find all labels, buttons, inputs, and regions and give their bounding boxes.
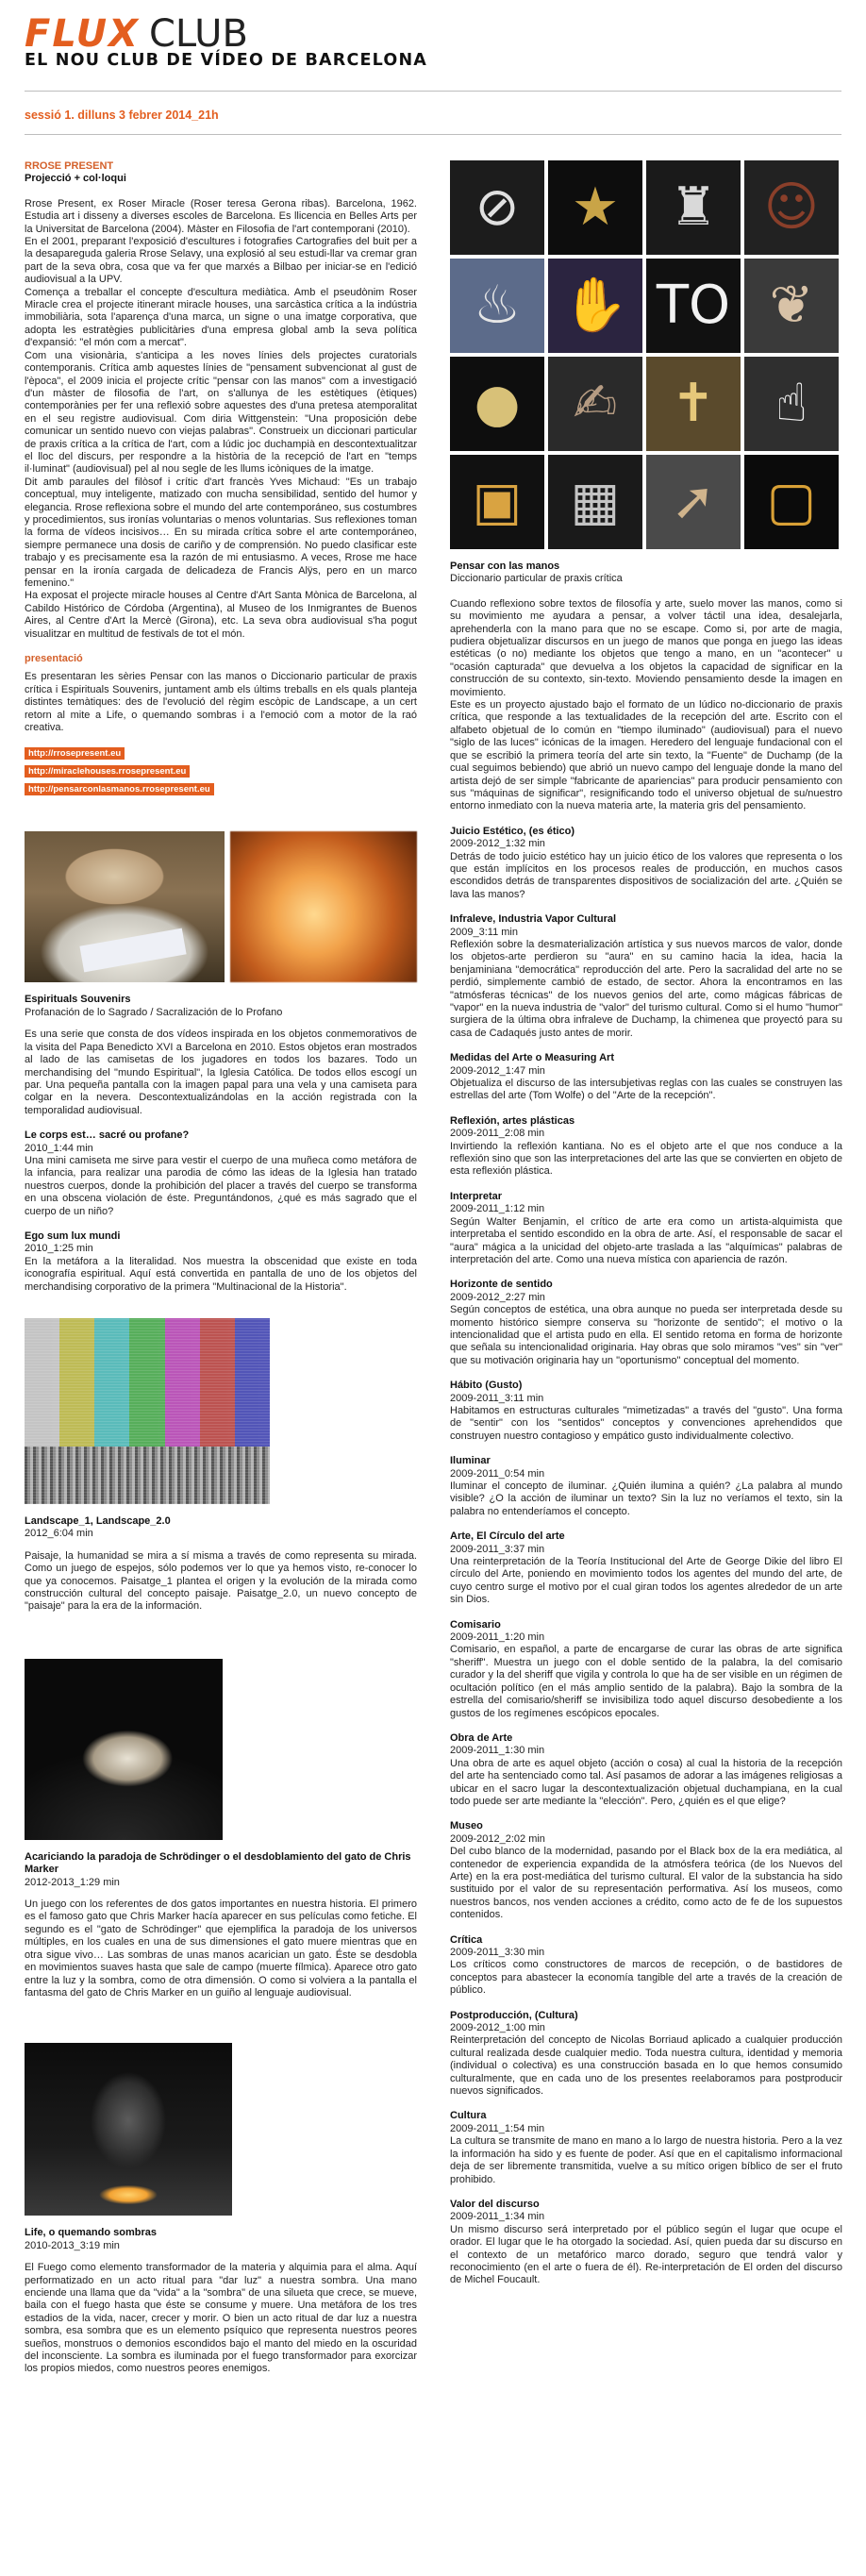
entry-date: 2009-2011_0:54 min — [450, 1467, 545, 1480]
series-intro-paragraph: Este es un proyecto ajustado bajo el formato de un lúdico no-diccionario de praxis crítica, que responde a las textualidades de la recepción del arte. Escrito con el alfabeto objetual de lo común en "tiempo iluminado" (audiovisual) para el nuevo "siglo de las luces" icónicas de la imagen. Heredero del lenguaje fundacional con el que se escribió la primera teoría del arte sin texto, la "Fuente" de Duchamp (de la cual seguimos bebiendo) que abrió un nuevo campo del lenguaje donde la mano del artista dejó de ser simple "fabricante de apariencias" para producir pensamiento con sus "máquinas de significar", resignificando todo el universo objetual de su/nuestro entorno inmediato con la nueva materia arte, la materia gris del pensamiento. — [450, 699, 842, 812]
header-divider-bottom — [25, 134, 841, 135]
dictionary-entry — [450, 1531, 842, 1606]
entry-title: Juicio Estético, (es ético) — [450, 825, 575, 837]
entry-description: Reinterpretación del concepto de Nicolas Borriaud aplicado a cualquier producción cultural realizada desde cualquier medio. Toda nuestra cultura, identidad y memoria (individual o colectiva) es una construcción basada en lo que hemos consumido culturalmente, que en cada uno de los presentes reelaboramos para postproducir nuevos significados. — [450, 2034, 842, 2098]
work-description: Paisaje, la humanidad se mira a sí misma a través de como representa su mirada. Como un juego de espejos, sólo podemos ver lo que ya hemos visto, re-conocer lo que ya conocemos. Paisatge_1 plantea el origen y la evolución de la mirada como construcción cultural del concepto paisaje. Paisatge_2.0, un nuevo concepto de "paisaje" para la era de la información. — [25, 1549, 417, 1613]
lighthouse-icon: ♜ — [669, 176, 718, 238]
dictionary-entry — [450, 1455, 842, 1518]
entry-description: Objetualiza el discurso de las intersubjetivas reglas con las cuales se construyen las estrellas del arte (Tom Wolfe) o del "Arte de la recepción". — [450, 1078, 842, 1102]
site-header — [25, 12, 428, 70]
doll-souvenir-image — [25, 831, 225, 982]
dictionary-entry — [450, 1052, 842, 1103]
entry-description: Habitamos en estructuras culturales "mimetizadas" a través del "gusto". Una forma de "sentir" con los "sentidos" conceptos y convenciones aprehendidos que construyen nuestro contagioso y empático gusto individualmente colectivo. — [450, 1404, 842, 1442]
dictionary-entry — [450, 1115, 842, 1179]
entry-date: 2009_3:11 min — [450, 926, 518, 938]
links-list — [25, 747, 417, 795]
entry-description: Los críticos como constructores de marcos de recepción, o de bastidores de conceptos para abastecer la economía tangible del arte a través de la creación de público. — [450, 1959, 842, 1997]
entry-date: 2009-2011_1:54 min — [450, 2122, 545, 2134]
work-date: 2010_1:25 min — [25, 1243, 93, 1255]
ball-thumbnail — [450, 357, 544, 451]
hands-thumbnail — [548, 357, 642, 451]
lighthouse-thumbnail — [646, 160, 741, 255]
bio-paragraph: Dit amb paraules del filòsof i crític d'art francès Yves Michaud: "Es un trabajo conceptual, muy inteligente, matizado con mucha sensibilidad, sentido del humor y elegancia. Rrose reflexiona sobre el mundo del arte contemporáneo, sus costumbres y procedimientos, sus ironías voluntarias o menos voluntarias. Sus reflexiones toman la forma de vídeos incisivos… En su mirada crítica sobre el arte contemporáneo, siempre permanece una dosis de cariño y de comprensión. No puedo clasificar este trabajo y es precisamente esa la razón de mi entusiasmo. A veces, Rrose me hace pensar en la ironía cargada de delicadeza de Francis Alÿs, pero en un marco femenino." — [25, 476, 417, 589]
work-title: Le corps est… sacré ou profane? — [25, 1129, 190, 1142]
no-signs-thumbnail — [450, 160, 544, 255]
entry-description: Según conceptos de estética, una obra aunque no pueda ser interpretada desde su momento histórico siempre conserva su "horizonte de sentido"; el motivo o la intencionalidad que el artista pudo en ella. El sentido retoma en forma de horizonte que señala su intencionalidad originaria. Hay obras que solo miramos "ves" sin "ver" que su motivación originaria hay un "oportunismo" conceptual del momento. — [450, 1304, 842, 1366]
church-thumbnail — [646, 357, 741, 451]
work-description: Es una serie que consta de dos vídeos inspirada en los objetos conmemorativos de la visita del Papa Benedicto XVI a Barcelona en 2010. Estos objetos eran mostrados al lado de las camisetas de los jugadores en todos los bazares. Todo un merchandising del "mundo Espiritual", la Iglesia Católica. De todos ellos escogí un par. Una pequeña pantalla con la imagen papal para una vela y una camiseta para colgar en la nevera. Descontextualizándolas en la acción registrada con la temporalidad audiovisual. — [25, 1029, 417, 1116]
entry-description: Una reinterpretación de la Teoría Institucional del Arte de George Dikie del libro El círculo del Arte, poniendo en movimiento todos los agentes del mundo del arte, de cuyo centro surge el motivo por el cual giran todos los agentes alrededor de un arte sin Dios. — [450, 1556, 842, 1606]
entry-description: Un mismo discurso será interpretado por el público según el lugar que ocupe el orador. El lugar que le ha otorgado la sociedad. Así, quien pueda dar su discurso en el contexto de un metafórico marco dorado, seguro que tendrá valor y reconocimiento (en el arte o fuera de él). Re-interpretación de El orden del discurso de Michel Foucault. — [450, 2223, 842, 2286]
entry-description: Iluminar el concepto de iluminar. ¿Quién ilumina a quién? ¿La palabra al mundo visible? ¿O la acción de iluminar un texto? Sin la luz no veríamos el texto, sin la palabra no entenderíamos el concepto. — [450, 1480, 842, 1517]
presentation-text: Es presentaran les sèries Pensar con las manos o Diccionario particular de praxis crítica i Espirituals Souvenirs, juntament amb els últims treballs en els quals planteja distintes temàtiques: des de l'evolució del règim escòpic de Landscape, a un cert retorn al mite a Life, o quemando sombras i a l'emoció com a motor de la raó creativa. — [25, 671, 417, 734]
entry-description: Del cubo blanco de la modernidad, pasando por el Black box de la era mediática, al contenedor de experiencia expandida de la atmósfera teórica (de los Nuevos del Arte) en la era post-mediática del turismo cultural. El valor de la substancia ha sido sustituido por el valor de su representación performativa. Así los museos, como nuestros bancos, nos venden acciones a crédito, como acto de fe de los supuestos contenidos. — [450, 1846, 842, 1921]
ball-icon: ● — [474, 373, 521, 434]
work-description: El Fuego como elemento transformador de la materia y alquimia para el alma. Aquí performatizado en un acto ritual para "dar luz" a nuestra sombra. Una mano enciende una llama que da "vida" a la "sombra" de una silueta que crece, se mueve, baila con el fuego hasta que éste se consume y muere. Una metáfora de los tres estadios de la vida, nacer, crecer y morir. O bien un acto ritual de dar luz a nuestra sombra, esa sombra que es un elemento psíquico que representa nuestros peores sueños, monstruos o demonios escondidos bajo el manto del miedo en la oscuridad del inconsciente. La sombra es iluminada por el fuego transformador para exorcizar los propios miedos, como nuestros peores enemigos. — [25, 2262, 417, 2375]
dictionary-entry — [450, 2199, 842, 2287]
series-subtitle: Diccionario particular de praxis crítica — [450, 573, 623, 585]
header-divider-top — [25, 91, 841, 92]
entry-description: Detrás de todo juicio estético hay un juicio ético de los valores que representa o los que están implícitos en los procesos reales de producción, en muchos casos escondidos detrás de transparentes dispositivos de socialización del arte. ¿Quién se lava las manos? — [450, 850, 842, 900]
foot-icon: ❦ — [769, 275, 814, 336]
entry-date: 2009-2011_1:30 min — [450, 1745, 545, 1757]
link-pensarconlasmanos[interactable]: http://pensarconlasmanos.rrosepresent.eu — [25, 783, 214, 795]
entry-date: 2009-2011_3:11 min — [450, 1392, 544, 1404]
hand-light-thumbnail — [744, 357, 839, 451]
work-date: 2010_1:44 min — [25, 1142, 93, 1154]
artist-name: RROSE PRESENT — [25, 160, 114, 172]
window-thumbnail — [548, 455, 642, 549]
frames-icon: ▣ — [472, 471, 523, 532]
prohibition-icon: ⊘ — [475, 176, 520, 238]
dictionary-entry — [450, 1820, 842, 1921]
dictionary-entry — [450, 1191, 842, 1266]
left-column — [25, 160, 417, 2376]
arrow-icon: ➚ — [671, 471, 716, 532]
light-letters-thumbnail — [646, 259, 741, 353]
dictionary-entry — [450, 913, 842, 1040]
dictionary-entry — [450, 1732, 842, 1808]
star-thumbnail — [548, 160, 642, 255]
series-title: Pensar con las manos — [450, 560, 560, 572]
entry-title: Valor del discurso — [450, 2198, 540, 2210]
dictionary-entry — [450, 1380, 842, 1443]
faces-thumbnail — [744, 160, 839, 255]
gold-frame-thumbnail — [744, 455, 839, 549]
frames-thumbnail — [450, 455, 544, 549]
tagline: EL NOU CLUB DE VÍDEO DE BARCELONA — [25, 51, 428, 70]
entry-date: 2009-2011_3:30 min — [450, 1947, 545, 1958]
dictionary-entry — [450, 1279, 842, 1367]
entry-title: Interpretar — [450, 1190, 503, 1202]
glove-thumbnail — [548, 259, 642, 353]
bio-paragraph: En el 2001, preparant l'exposició d'escultures i fotografies Cartografies del buit per a la desapareguda galeria Rrose Selavy, una explosió al seu estudi-llar va cremar gran part de la seva obra, cosa que va fer que marxés a Bilbao per iniciar-se en l'edició audiovisual a la UPV. — [25, 236, 417, 286]
entry-description: La cultura se transmite de mano en mano a lo largo de nuestra historia. Pero a la vez la información ha sido y es fuente de poder. Así que en el capitalismo informacional deja de ser libremente transmitida, vuelve a su mítico origen bíblico de ser el fruto prohibido. — [450, 2135, 842, 2185]
entry-title: Cultura — [450, 2110, 487, 2122]
dictionary-entry — [450, 2110, 842, 2185]
cat-image — [25, 1659, 223, 1840]
work-title: Life, o quemando sombras — [25, 2227, 157, 2239]
logo-flux-text: FLUX — [25, 12, 140, 56]
work-description: Un juego con los referentes de dos gatos importantes en nuestra historia. El primero es el famoso gato que Chris Marker hacía aparecer en sus películas como fetiche. El segundo es el "gato de Schrödinger" que ejemplifica la paradoja de los universos múltiples, en los cuales en una de sus dimensiones el gato muere mientras que en otra sigue vivo… Las sombras de unas manos acarician un gato. Éste se desdobla en movimientos suaves hasta que sale de campo (muerte fílmica). Aparece otro gato entre la luz y la sombra, como de otra dimensión. O como si volviera a la pantalla el fantasma del gato de Chris Marker en un guiño al lenguaje audiovisual. — [25, 1899, 417, 1999]
entry-title: Horizonte de sentido — [450, 1279, 553, 1291]
arrow-thumbnail — [646, 455, 741, 549]
entry-description: Invirtiendo la reflexión kantiana. No es el objeto arte el que nos conduce a la reflexión sino que son las interpretaciones del arte las que se convierten en objeto de esta reflexión plástica. — [450, 1140, 842, 1178]
entry-description: Según Walter Benjamin, el crítico de arte era como un artista-alquimista que interpretaba el sentido escondido en la obra de arte. Así, el responsable de sacar el "aura" mágica a la unicidad del objeto-arte traslada a las "alquímicas" palabras de interpretación del arte. Como una nueva mística con apariencia de razón. — [450, 1215, 842, 1265]
entry-title: Postproducción, (Cultura) — [450, 2009, 578, 2021]
entry-title: Crítica — [450, 1933, 483, 1946]
bio-paragraph: Ha exposat el projecte miracle houses al Centre d'Art Santa Mònica de Barcelona, al Cabildo Histórico de Córdoba (Argentina), al Museo de los Inmigrantes de Buenos Aires, al Centre d'Art la Mercè (Girona), etc. La seva obra audiovisual s'ha pogut visualitzar en multitud de festivals de tot el món. — [25, 590, 417, 640]
light-letters-icon: TO — [656, 275, 731, 336]
entry-date: 2009-2012_2:02 min — [450, 1832, 545, 1845]
entry-title: Infraleve, Industria Vapor Cultural — [450, 913, 617, 926]
landscape-image — [25, 1318, 270, 1504]
window-icon: ▦ — [570, 471, 621, 532]
entry-description: Comisario, en español, a parte de encargarse de curar las obras de arte significa "sheriff". Muestra un juego con el doble sentido de la palabra, la del comisario curador y la del sheriff que vigila y controla lo que ha de ser visible en un régimen de ocultación político (en el más amplio sentido de la palabra). Bajo la sombra de la estrella del comisario/sheriff se invisibiliza todo aquel discurso desobediente a los gustos de los regímenes escópicos epocales. — [450, 1644, 842, 1719]
entry-date: 2009-2011_1:20 min — [450, 1631, 545, 1644]
entry-date: 2009-2011_1:34 min — [450, 2211, 545, 2223]
series-intro-paragraph: Cuando reflexiono sobre textos de filosofía y arte, suelo mover las manos, como si su movimiento me ayudara a pensar, a volver táctil una idea, desalejarla, aprehenderla con la mano para que no se escape. Como si, por arte de magia, pudiera objetualizar discursos en un juego de manos que ponga en juego las ideas estéticas (o no) mediante los objetos que tengo a mano, en un "acontecer" u "ocasión capturada" que devuelva a los objetos la capacidad de significar en la construcción de su contexto, sin-texto. Moviendo pensamiento desde la imagen en movimiento. — [450, 597, 842, 698]
work-description: Una mini camiseta me sirve para vestir el cuerpo de una muñeca como metáfora de la infancia, para realizar una parodia de cómo las ideas de la Iglesia han tratado nuestros cuerpos, donde la prohibición del placer a través del cuerpo se transforma en una obscena violación de éste. Preguntándonos, ¿qué es más sagrado que el cuerpo de un niño? — [25, 1154, 417, 1217]
link-rrosepresent[interactable]: http://rrosepresent.eu — [25, 747, 125, 760]
artist-subtitle: Projecció + col·loqui — [25, 173, 126, 185]
thumbnail-grid — [450, 160, 842, 549]
link-miraclehouses[interactable]: http://miraclehouses.rrosepresent.eu — [25, 765, 190, 778]
dictionary-entry — [450, 1934, 842, 1998]
blurred-pope-image — [230, 831, 417, 982]
altar-icon: ✝ — [671, 373, 716, 434]
gold-frame-icon: ▢ — [766, 471, 817, 532]
bio-paragraph: Com una visionària, s'anticipa a les noves línies dels projectes curatorials contemporanis. Crítica amb aquestes línies de "pensament subvencionat al gust de l'època", el 2009 inicia el projecte crític "pensar con las manos" com a investigació d'un màster de filosofia de l'art, on s'allunya de les estètiques (ètiques) contemporànies per fer una reflexió sobre aquestes des d'una pretesa atemporalitat en el seu registre audiovisual. Com diria Wittgenstein: "Una proposición debe comunicar un sentido nuevo con viejas palabras". Construeix un diccionari particular de praxis crítica a la crítica de l'art, com a lúdic joc duchampià en descontextualitzar el lloc del discurs, per respondre a la història de la recepció de l'art en "temps il·luminat" (audiovisual) pel al nou segle de les llums icòniques de la imatge. — [25, 349, 417, 476]
smoke-icon: ♨ — [473, 275, 522, 336]
work-description: En la metáfora a la literalidad. Nos muestra la obscenidad que existe en toda iconografía espiritual. Aquí está convertida en pantalla de uno de los objetos del merchandising corporativo de la primera "Multinacional de la Historia". — [25, 1255, 417, 1293]
entry-title: Hábito (Gusto) — [450, 1380, 523, 1392]
entry-description: Una obra de arte es aquel objeto (acción o cosa) al cual la historia de la recepción del arte ha sentenciado como tal. Así pasamos de adorar a las imágenes religiosas a ubicar en el sacro lugar la descontextualización objetual duchampiana, en la cual todo puede ser arte mediante la "elección". Pero, ¿quién es el que elige? — [450, 1757, 842, 1807]
entry-title: Arte, El Círculo del arte — [450, 1531, 565, 1543]
work-title: Ego sum lux mundi — [25, 1229, 121, 1242]
entry-date: 2009-2011_3:37 min — [450, 1543, 545, 1555]
work-date: 2012_6:04 min — [25, 1528, 93, 1540]
entry-date: 2009-2011_1:12 min — [450, 1203, 545, 1215]
dictionary-entry — [450, 826, 842, 901]
foot-thumbnail — [744, 259, 839, 353]
entry-title: Iluminar — [450, 1455, 491, 1467]
work-title: Acariciando la paradoja de Schrödinger o el desdoblamiento del gato de Chris Marker — [25, 1850, 411, 1876]
bio-paragraph: Comença a treballar el concepte d'escultura mediàtica. Amb el pseudònim Roser Miracle crea el projecte itinerant miracle houses, una sarcàstica crítica a la indústria immobiliària, sota l'aparença d'una marca, un signe o una imatge corporativa, que adopta les estratègies publicitàries d'una empresa global amb la seva política d'expansió: "el món com a mercat". — [25, 286, 417, 349]
entry-date: 2009-2012_1:00 min — [450, 2022, 545, 2034]
right-column — [450, 160, 842, 2287]
dictionary-entry — [450, 2010, 842, 2099]
work-title: Espirituals Souvenirs — [25, 994, 131, 1006]
dictionary-entries — [450, 826, 842, 2287]
work-title: Landscape_1, Landscape_2.0 — [25, 1515, 171, 1527]
faces-icon: ☺ — [763, 176, 820, 238]
hand-icon: ✋ — [562, 275, 628, 336]
entry-date: 2009-2011_2:08 min — [450, 1128, 545, 1140]
star-icon: ★ — [571, 176, 620, 238]
entry-date: 2009-2012_1:47 min — [450, 1064, 545, 1077]
work-date: 2010-2013_3:19 min — [25, 2239, 120, 2251]
work-date: 2012-2013_1:29 min — [25, 1876, 120, 1888]
entry-date: 2009-2012_1:32 min — [450, 838, 545, 850]
entry-title: Reflexión, artes plásticas — [450, 1114, 575, 1127]
entry-description: Reflexión sobre la desmaterialización artística y sus nuevos marcos de valor, donde los objetos-arte perdieron su "aura" en su camino hacia la idea, hacia la benjaminiana "democrática" reproducción del arte. Pero la sacralidad del arte no se perdió, simplemente cambió de estado, de sector. Ahora la encontramos en las "atmósferas técnicas" de los nuevos genios del arte, como mágicas fábricas de "vapor" en la nueva industria de "valor" del turismo cultural. Como si el humo "humor" surgiera de la última obra infraleve de Duchamp, la chimenea que proyectó para su casa de Cadaqués justo antes de morir. — [450, 938, 842, 1039]
work-subtitle: Profanación de lo Sagrado / Sacralización de lo Profano — [25, 1006, 283, 1018]
logo[interactable] — [25, 12, 427, 56]
presentation-heading: presentació — [25, 653, 83, 665]
shadow-fire-image — [25, 2043, 232, 2216]
dictionary-entry — [450, 1619, 842, 1720]
bio-paragraph: Rrose Present, ex Roser Miracle (Roser teresa Gerona ribas). Barcelona, 1962. Estudia art i disseny a diverses escoles de Barcelona. Es llicencia en Belles Arts per la Universitat de Barcelona (2004). Màster en Filosofia de l'art contemporani (2010). — [25, 197, 417, 235]
hands-icon: ✍ — [573, 373, 618, 434]
hand-light-icon: ☝ — [774, 373, 808, 434]
entry-title: Medidas del Arte o Measuring Art — [450, 1052, 614, 1064]
logo-club-text: CLUB — [148, 12, 248, 56]
entry-title: Obra de Arte — [450, 1731, 513, 1744]
entry-title: Museo — [450, 1820, 483, 1832]
session-title: sessió 1. dilluns 3 febrer 2014_21h — [25, 109, 219, 122]
entry-title: Comisario — [450, 1618, 501, 1631]
smoke-thumbnail — [450, 259, 544, 353]
entry-date: 2009-2012_2:27 min — [450, 1291, 545, 1303]
